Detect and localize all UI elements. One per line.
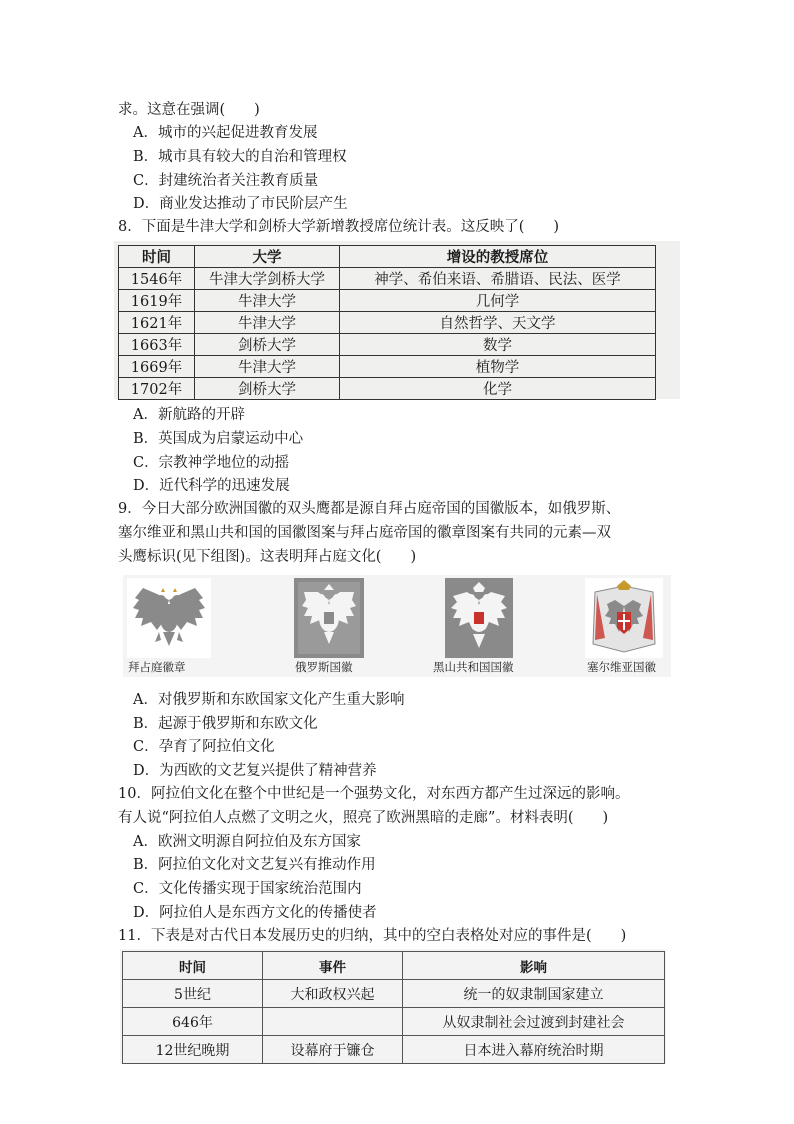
table-row — [119, 356, 656, 378]
cell-time: 12世纪晚期 — [123, 1036, 263, 1064]
cell-time: 5世纪 — [123, 980, 263, 1008]
table-row — [123, 1008, 665, 1036]
q9-stem-line-2: 塞尔维亚和黑山共和国的国徽图案与拜占庭帝国的徽章图案有共同的元素—双 — [118, 525, 611, 541]
q9-option-c[interactable]: C．孕育了阿拉伯文化 — [133, 739, 275, 755]
header-event: 事件 — [263, 952, 403, 980]
table-row — [119, 312, 656, 334]
cell-impact: 日本进入幕府统治时期 — [403, 1036, 665, 1064]
q7-stem-tail: 求。这意在强调( ) — [118, 102, 260, 118]
q9-stem-line-1: 9．今日大部分欧洲国徽的双头鹰都是源自拜占庭帝国的国徽版本，如俄罗斯、 — [118, 501, 621, 517]
cell-university: 牛津大学 — [195, 312, 340, 334]
header-chairs: 增设的教授席位 — [340, 246, 656, 268]
cell-university: 剑桥大学 — [195, 334, 340, 356]
header-time: 时间 — [123, 952, 263, 980]
cell-chairs: 化学 — [340, 378, 656, 400]
q8-option-a[interactable]: A．新航路的开辟 — [133, 407, 245, 423]
q10-option-d[interactable]: D．阿拉伯人是东西方文化的传播使者 — [133, 905, 377, 921]
q7-option-d[interactable]: D．商业发达推动了市民阶层产生 — [133, 196, 348, 212]
q10-stem-line-1: 10．阿拉伯文化在整个中世纪是一个强势文化，对东西方都产生过深远的影响。 — [118, 786, 630, 802]
montenegro-emblem-icon — [445, 578, 513, 658]
caption-montenegro: 黑山共和国国徽 — [433, 660, 514, 674]
cell-university: 牛津大学剑桥大学 — [195, 268, 340, 290]
table-row — [123, 980, 665, 1008]
q8-option-c[interactable]: C．宗教神学地位的动摇 — [133, 455, 290, 471]
table-row — [119, 290, 656, 312]
table-row — [119, 378, 656, 400]
cell-event: 设幕府于镰仓 — [263, 1036, 403, 1064]
cell-university: 牛津大学 — [195, 356, 340, 378]
cell-chairs: 几何学 — [340, 290, 656, 312]
cell-time: 1669年 — [119, 356, 195, 378]
q7-option-b[interactable]: B．城市具有较大的自治和管理权 — [133, 149, 347, 165]
table-row — [119, 334, 656, 356]
q10-stem-line-2: 有人说“阿拉伯人点燃了文明之火，照亮了欧洲黑暗的走廊”。材料表明( ) — [118, 810, 609, 826]
russia-emblem-icon — [294, 578, 364, 658]
table-row — [123, 1036, 665, 1064]
header-impact: 影响 — [403, 952, 665, 980]
cell-university: 牛津大学 — [195, 290, 340, 312]
q8-option-b[interactable]: B．英国成为启蒙运动中心 — [133, 431, 304, 447]
cell-chairs: 数学 — [340, 334, 656, 356]
cell-impact: 统一的奴隶制国家建立 — [403, 980, 665, 1008]
cell-time: 1663年 — [119, 334, 195, 356]
header-time: 时间 — [119, 246, 195, 268]
q8-table — [118, 245, 656, 400]
cell-chairs: 植物学 — [340, 356, 656, 378]
caption-russia: 俄罗斯国徽 — [295, 660, 353, 674]
cell-time: 1702年 — [119, 378, 195, 400]
q10-option-c[interactable]: C．文化传播实现于国家统治范围内 — [133, 881, 362, 897]
q7-option-c[interactable]: C．封建统治者关注教育质量 — [133, 173, 319, 189]
q10-option-b[interactable]: B．阿拉伯文化对文艺复兴有推动作用 — [133, 857, 376, 873]
q7-option-a[interactable]: A．城市的兴起促进教育发展 — [133, 125, 318, 141]
caption-serbia: 塞尔维亚国徽 — [587, 660, 656, 674]
table-row — [119, 268, 656, 290]
serbia-emblem-icon — [585, 578, 663, 658]
byzantine-emblem-icon — [127, 578, 211, 658]
cell-time: 1546年 — [119, 268, 195, 290]
q8-stem: 8．下面是牛津大学和剑桥大学新增教授席位统计表。这反映了( ) — [118, 219, 560, 235]
caption-byzantine: 拜占庭徽章 — [128, 660, 186, 674]
cell-chairs: 神学、希伯来语、希腊语、民法、医学 — [340, 268, 656, 290]
cell-impact: 从奴隶制社会过渡到封建社会 — [403, 1008, 665, 1036]
cell-chairs: 自然哲学、天文学 — [340, 312, 656, 334]
q11-table-panel — [120, 949, 666, 1064]
cell-time: 1619年 — [119, 290, 195, 312]
q9-stem-line-3: 头鹰标识(见下组图)。这表明拜占庭文化( ) — [118, 549, 417, 565]
table-header-row — [119, 246, 656, 268]
q9-option-d[interactable]: D．为西欧的文艺复兴提供了精神营养 — [133, 763, 377, 779]
cell-event-blank — [263, 1008, 403, 1036]
q10-option-a[interactable]: A．欧洲文明源自阿拉伯及东方国家 — [133, 834, 361, 850]
q9-option-b[interactable]: B．起源于俄罗斯和东欧文化 — [133, 716, 318, 732]
cell-university: 剑桥大学 — [195, 378, 340, 400]
cell-event: 大和政权兴起 — [263, 980, 403, 1008]
header-university: 大学 — [195, 246, 340, 268]
cell-time: 646年 — [123, 1008, 263, 1036]
q11-table — [122, 951, 665, 1064]
cell-time: 1621年 — [119, 312, 195, 334]
q11-stem: 11．下表是对古代日本发展历史的归纳，其中的空白表格处对应的事件是( ) — [118, 928, 627, 944]
q8-option-d[interactable]: D．近代科学的迅速发展 — [133, 478, 290, 494]
q8-table-panel — [114, 241, 680, 399]
q9-option-a[interactable]: A．对俄罗斯和东欧国家文化产生重大影响 — [133, 692, 405, 708]
table-header-row — [123, 952, 665, 980]
emblem-strip — [123, 575, 671, 677]
